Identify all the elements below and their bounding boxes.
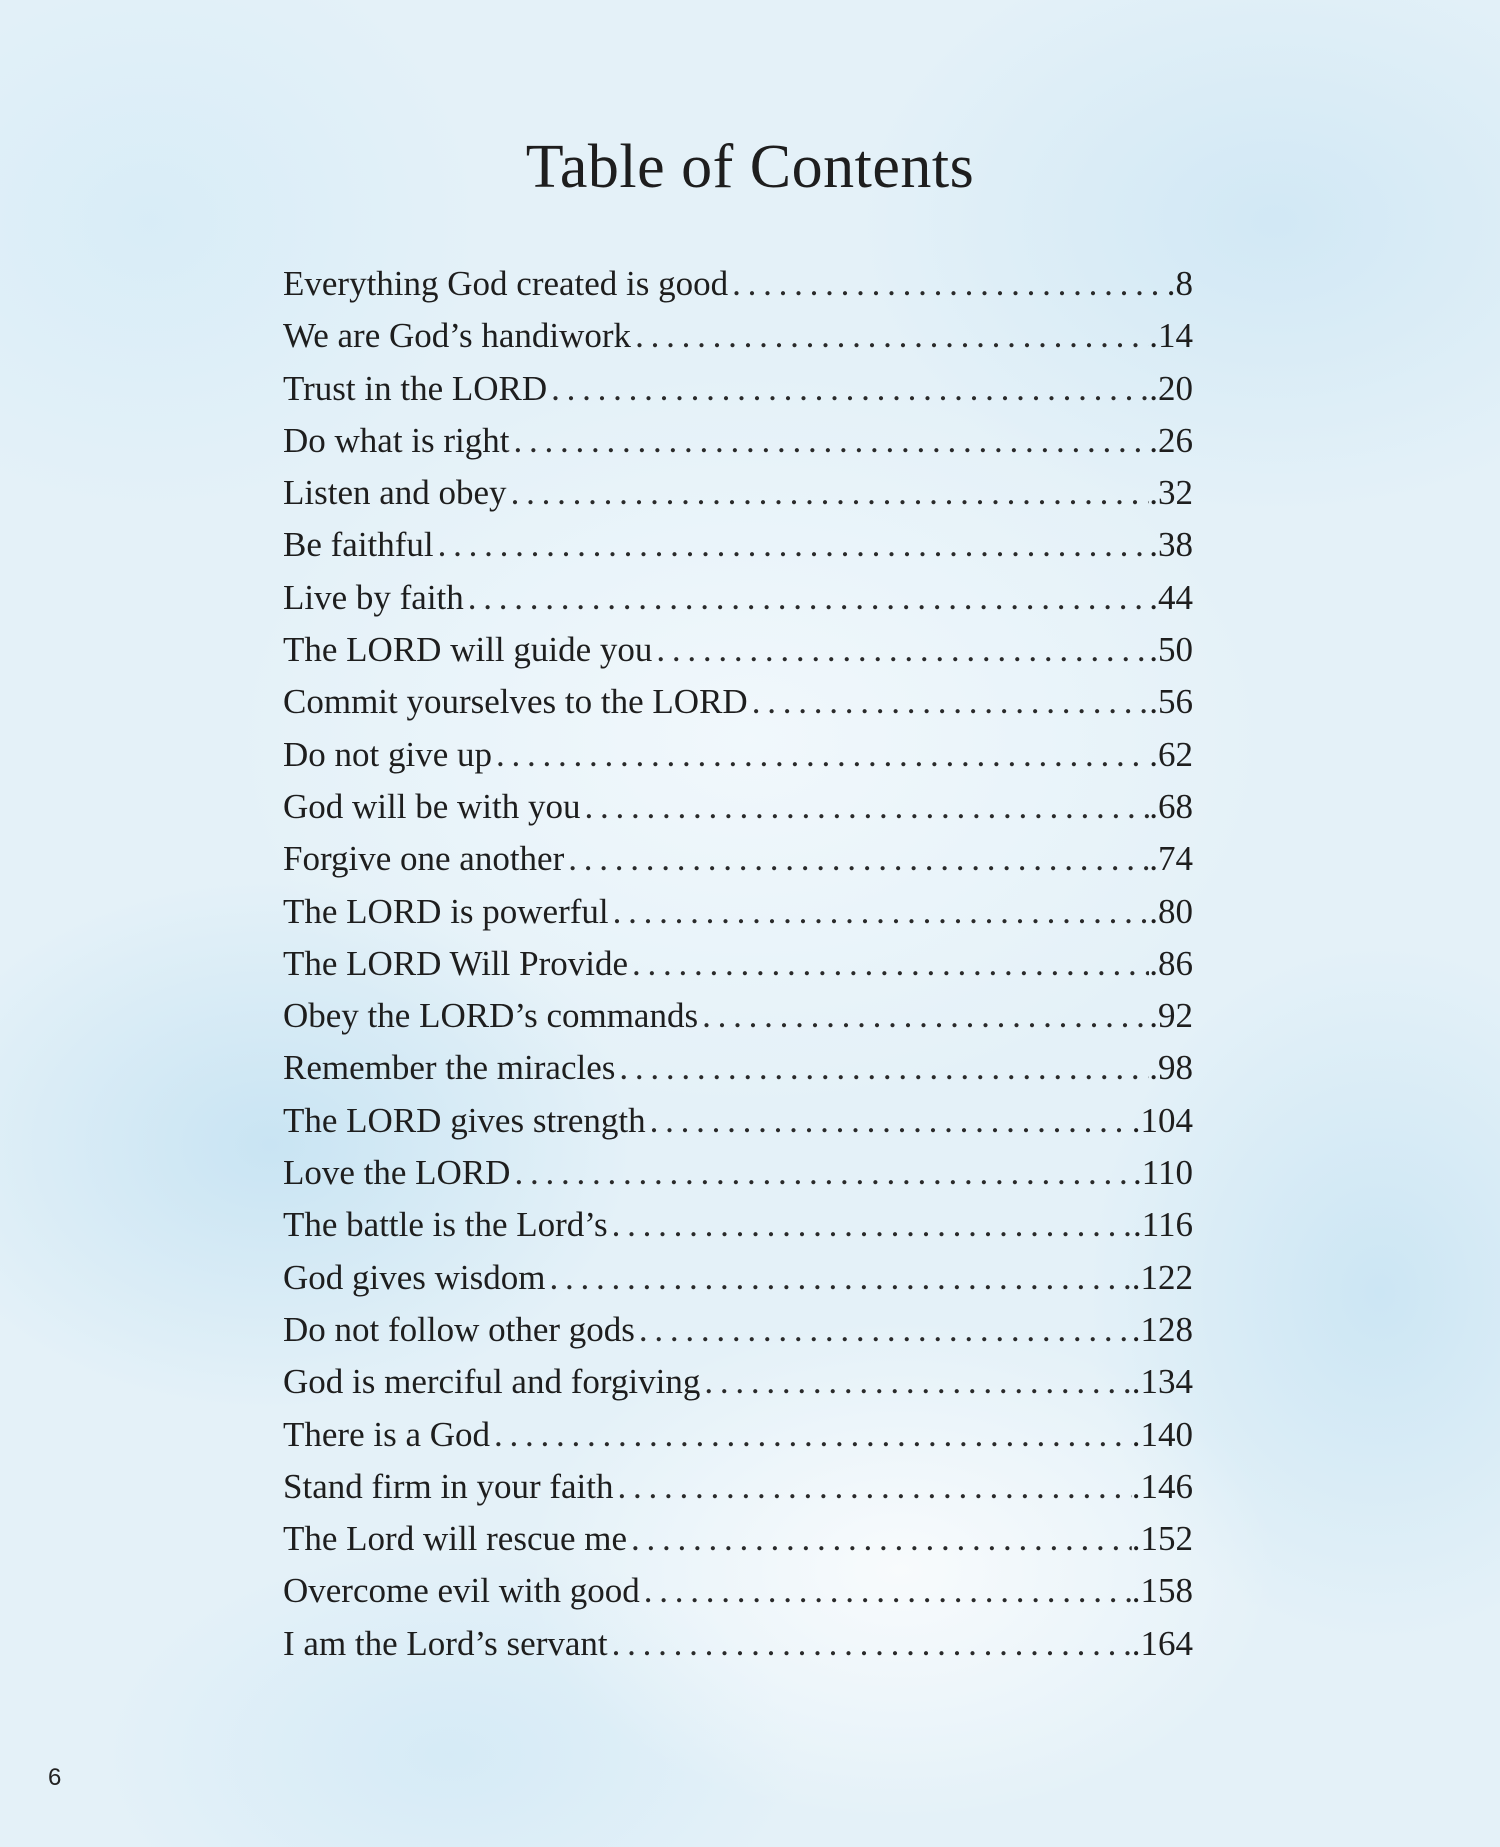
toc-entry[interactable] xyxy=(283,1304,1193,1356)
page-number: 6 xyxy=(48,1764,62,1791)
dot-leader xyxy=(615,1042,1149,1094)
toc-entry-page: .74 xyxy=(1149,839,1193,879)
toc-entry-page: .56 xyxy=(1149,682,1193,722)
toc-entry[interactable] xyxy=(283,572,1193,624)
toc-entry-page: .128 xyxy=(1131,1309,1193,1349)
toc-entry-title: Do not follow other gods xyxy=(283,1309,635,1349)
toc-entry-title: Be faithful xyxy=(283,525,434,565)
dot-leader xyxy=(728,258,1167,310)
dot-leader xyxy=(698,990,1149,1042)
toc-entry[interactable] xyxy=(283,1618,1193,1670)
toc-entry[interactable] xyxy=(283,676,1193,728)
dot-leader xyxy=(614,1461,1132,1513)
toc-entry[interactable] xyxy=(283,519,1193,571)
toc-entry-page: .92 xyxy=(1149,996,1193,1036)
dot-leader xyxy=(434,519,1150,571)
dot-leader xyxy=(700,1356,1131,1408)
toc-entry[interactable] xyxy=(283,781,1193,833)
toc-entry-title: The LORD is powerful xyxy=(283,891,609,931)
dot-leader xyxy=(510,1147,1133,1199)
toc-entry[interactable] xyxy=(283,467,1193,519)
toc-entry-title: God gives wisdom xyxy=(283,1257,546,1297)
dot-leader xyxy=(547,363,1149,415)
toc-entry-page: .38 xyxy=(1149,525,1193,565)
toc-entry-page: .158 xyxy=(1131,1571,1193,1611)
dot-leader xyxy=(640,1565,1132,1617)
toc-entry[interactable] xyxy=(283,1409,1193,1461)
toc-entry[interactable] xyxy=(283,729,1193,781)
toc-entry[interactable] xyxy=(283,1565,1193,1617)
toc-entry-page: .86 xyxy=(1149,943,1193,983)
dot-leader xyxy=(490,1409,1132,1461)
toc-entry-page: .134 xyxy=(1131,1362,1193,1402)
toc-entry-page: .50 xyxy=(1149,630,1193,670)
toc-entry[interactable] xyxy=(283,363,1193,415)
dot-leader xyxy=(580,781,1149,833)
dot-leader xyxy=(608,1618,1132,1670)
toc-entry-title: God is merciful and forgiving xyxy=(283,1362,701,1402)
toc-entry-title: The LORD will guide you xyxy=(283,630,653,670)
dot-leader xyxy=(635,1304,1132,1356)
toc-entry-title: Trust in the LORD xyxy=(283,368,548,408)
toc-entry-page: .32 xyxy=(1149,473,1193,513)
toc-entry-title: The battle is the Lord’s xyxy=(283,1205,608,1245)
toc-entry[interactable] xyxy=(283,1042,1193,1094)
toc-entry[interactable] xyxy=(283,1095,1193,1147)
toc-entry-page: .8 xyxy=(1166,264,1193,303)
toc-entry-page: .98 xyxy=(1149,1048,1193,1088)
toc-entry-page: .20 xyxy=(1149,368,1193,408)
toc-entry[interactable] xyxy=(283,1147,1193,1199)
toc-entry[interactable] xyxy=(283,1513,1193,1565)
dot-leader xyxy=(510,415,1150,467)
dot-leader xyxy=(609,886,1150,938)
dot-leader xyxy=(748,676,1150,728)
toc-entry-title: The Lord will rescue me xyxy=(283,1519,628,1559)
toc-entry-title: The LORD gives strength xyxy=(283,1100,646,1140)
dot-leader xyxy=(628,938,1149,990)
toc-entry[interactable] xyxy=(283,938,1193,990)
toc-entry[interactable] xyxy=(283,886,1193,938)
dot-leader xyxy=(507,467,1150,519)
toc-entry-page: .140 xyxy=(1131,1414,1193,1454)
dot-leader xyxy=(564,833,1149,885)
toc-entry-title: Commit yourselves to the LORD xyxy=(283,682,748,722)
toc-entry-title: Love the LORD xyxy=(283,1153,511,1193)
dot-leader xyxy=(627,1513,1132,1565)
toc-entry[interactable] xyxy=(283,258,1193,310)
toc-entry[interactable] xyxy=(283,1356,1193,1408)
toc-entry[interactable] xyxy=(283,624,1193,676)
dot-leader xyxy=(546,1252,1132,1304)
toc-entry-page: .104 xyxy=(1131,1100,1193,1140)
toc-entry-title: Listen and obey xyxy=(283,473,507,513)
toc-entry-title: I am the Lord’s servant xyxy=(283,1623,608,1663)
dot-leader xyxy=(631,310,1149,362)
toc-entry[interactable] xyxy=(283,310,1193,362)
toc-entry-title: We are God’s handiwork xyxy=(283,316,632,356)
toc-entry[interactable] xyxy=(283,415,1193,467)
page-title: Table of Contents xyxy=(525,133,975,201)
toc-entry[interactable] xyxy=(283,833,1193,885)
toc-entry-page: .122 xyxy=(1131,1257,1193,1297)
toc-entry-page: .14 xyxy=(1149,316,1193,356)
toc-entry[interactable] xyxy=(283,1461,1193,1513)
toc-entry-title: Do what is right xyxy=(283,420,510,460)
toc-entry[interactable] xyxy=(283,1252,1193,1304)
toc-entry-page: .152 xyxy=(1131,1519,1193,1559)
toc-entry-page: .110 xyxy=(1133,1153,1193,1193)
toc-entry-title: Do not give up xyxy=(283,734,493,774)
toc-entry[interactable] xyxy=(283,1199,1193,1251)
toc-entry-title: Remember the miracles xyxy=(283,1048,616,1088)
toc-entry-page: .26 xyxy=(1149,420,1193,460)
toc-entry-title: Stand firm in your faith xyxy=(283,1466,614,1506)
toc-entry-title: Forgive one another xyxy=(283,839,565,879)
toc-entry-page: .80 xyxy=(1149,891,1193,931)
toc-entry-title: The LORD Will Provide xyxy=(283,943,628,983)
toc-entry-title: Overcome evil with good xyxy=(283,1571,640,1611)
table-of-contents xyxy=(283,258,1193,1670)
dot-leader xyxy=(464,572,1149,624)
toc-entry-page: .62 xyxy=(1149,734,1193,774)
toc-entry-title: Live by faith xyxy=(283,577,464,617)
dot-leader xyxy=(646,1095,1132,1147)
toc-entry-title: God will be with you xyxy=(283,786,581,826)
dot-leader xyxy=(652,624,1149,676)
toc-entry-page: .116 xyxy=(1133,1205,1193,1245)
toc-entry-page: .164 xyxy=(1131,1623,1193,1663)
toc-entry-page: .146 xyxy=(1131,1466,1193,1506)
toc-entry-page: .44 xyxy=(1149,577,1193,617)
toc-entry[interactable] xyxy=(283,990,1193,1042)
dot-leader xyxy=(492,729,1149,781)
dot-leader xyxy=(608,1199,1133,1251)
toc-entry-page: .68 xyxy=(1149,786,1193,826)
toc-entry-title: Obey the LORD’s commands xyxy=(283,996,699,1036)
toc-entry-title: There is a God xyxy=(283,1414,491,1454)
toc-entry-title: Everything God created is good xyxy=(283,264,729,303)
